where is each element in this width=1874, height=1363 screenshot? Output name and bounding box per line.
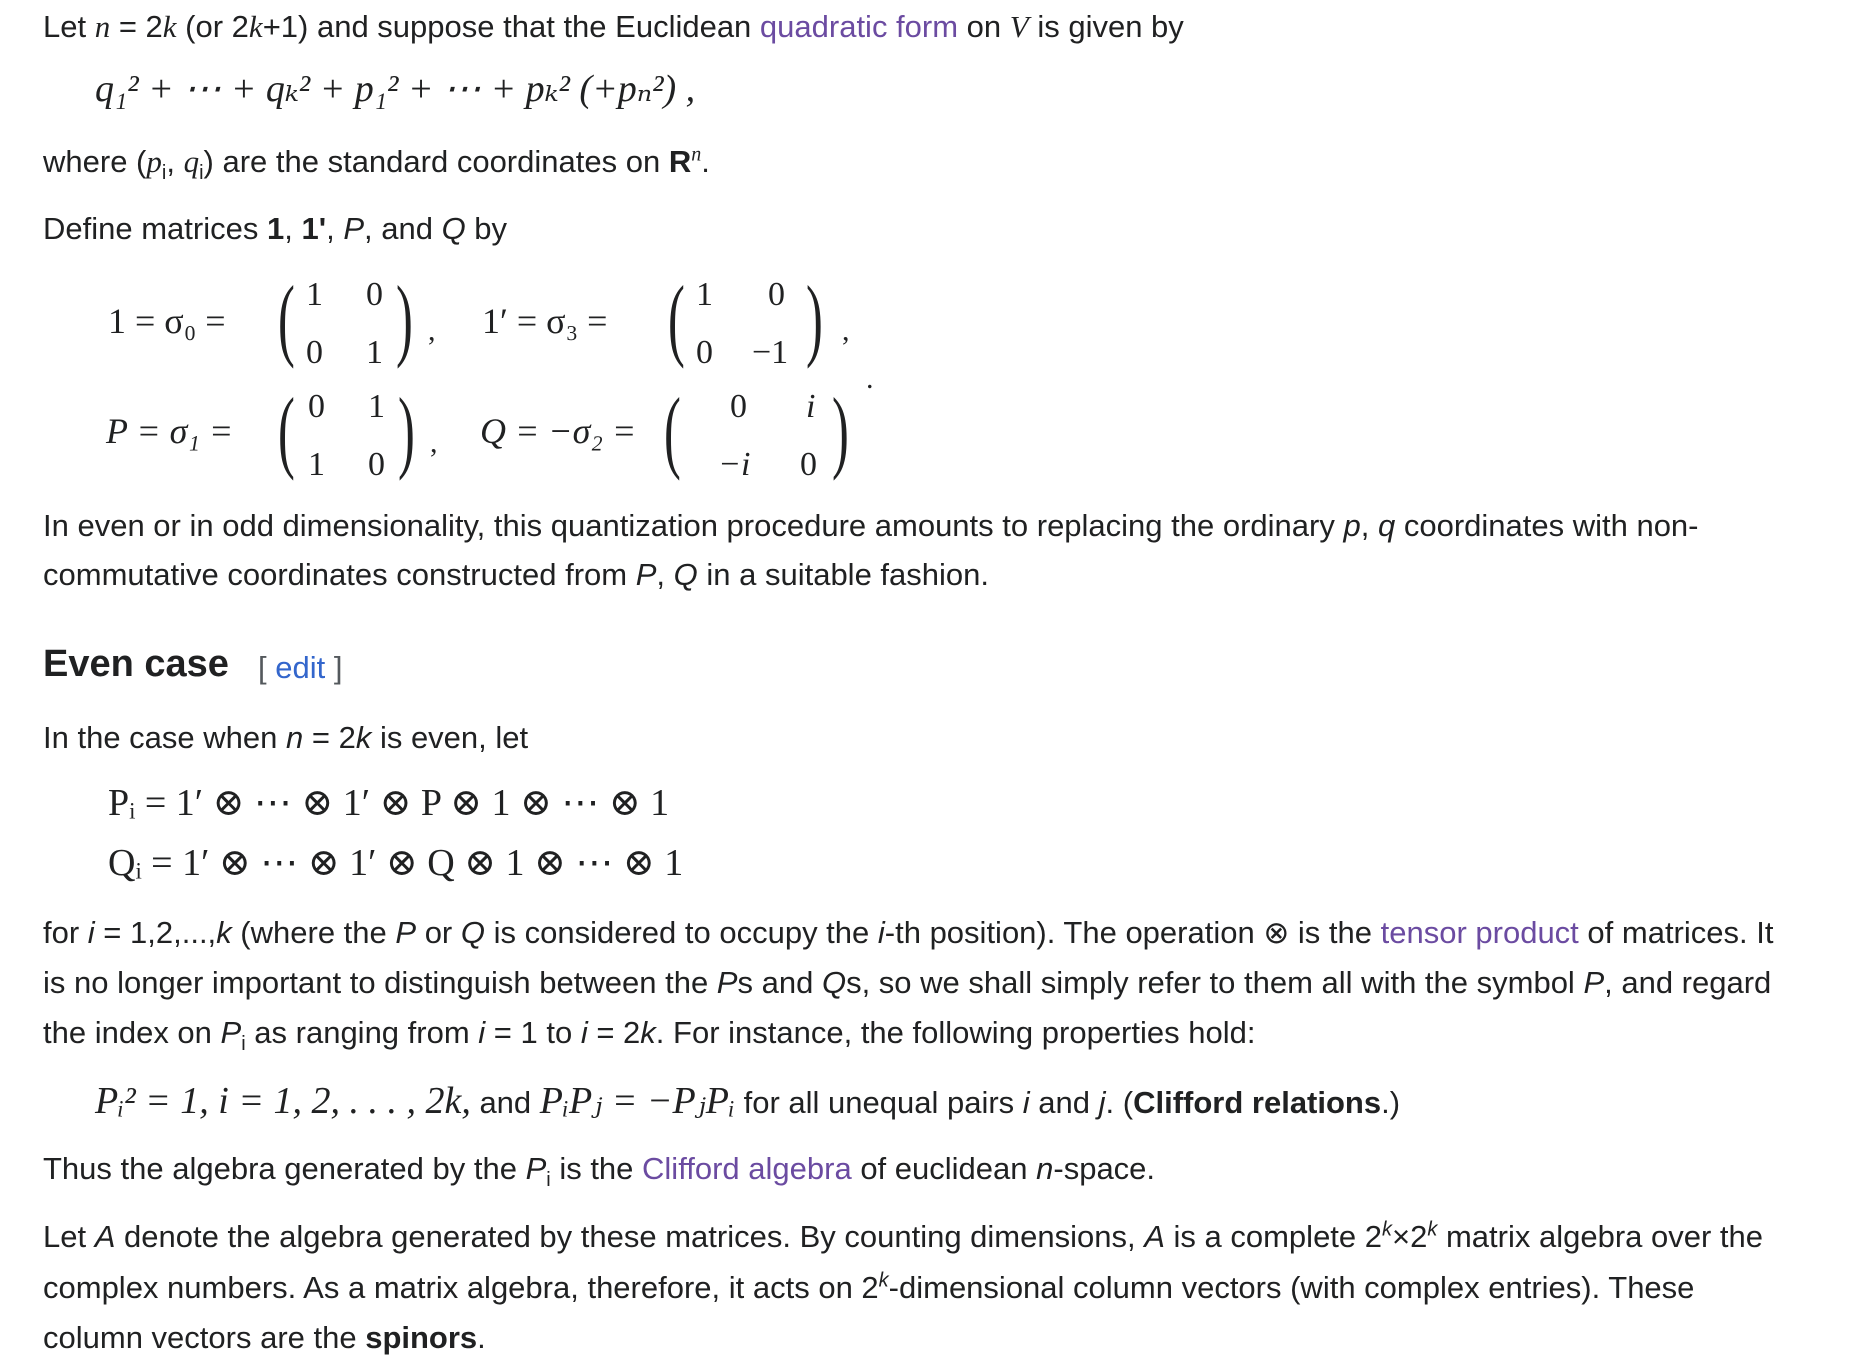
text: in a suitable fashion. — [697, 557, 989, 592]
var-k: k — [640, 1015, 656, 1050]
text: on — [958, 9, 1010, 44]
matrix-cell: i — [806, 388, 816, 425]
text: . — [477, 1320, 486, 1355]
text: = 1 to — [485, 1015, 581, 1050]
text: , and regard — [1604, 965, 1772, 1000]
text: , — [326, 211, 344, 246]
matrix-cell: 0 — [768, 276, 785, 313]
text: . For instance, the following properties hold: — [655, 1015, 1256, 1050]
var-k: k — [248, 9, 263, 44]
text: (where the — [231, 915, 396, 950]
var-P: P — [343, 211, 364, 246]
text: of euclidean — [851, 1151, 1037, 1186]
text: . ( — [1105, 1085, 1134, 1120]
comma: , — [430, 426, 438, 459]
edit-section: [ edit ] — [258, 650, 343, 685]
text: . — [701, 144, 710, 179]
spinors-paragraph-line2 — [43, 1263, 1694, 1313]
text: and — [470, 1085, 540, 1120]
text: = 2 — [587, 1015, 641, 1050]
tensor-paragraph-line3 — [43, 1008, 1255, 1058]
text: commutative coordinates constructed from — [43, 557, 636, 592]
text: complex numbers. As a matrix algebra, therefore, it acts on 2 — [43, 1270, 879, 1305]
text: s and — [737, 965, 822, 1000]
tensor-paragraph-line2 — [43, 958, 1771, 1008]
text: , and — [364, 211, 442, 246]
text: denote the algebra generated by these matrices. By counting dimensions, — [115, 1219, 1145, 1254]
real-numbers-symbol: R — [668, 144, 692, 179]
text: -th position). The operation ⊗ is the — [884, 915, 1381, 950]
spinors-term: spinors — [365, 1320, 478, 1355]
text: for — [43, 915, 88, 950]
matrix-cell: 1 — [306, 276, 323, 313]
var-P: P — [220, 1015, 242, 1050]
var-V: V — [1009, 9, 1029, 44]
text: , — [166, 144, 184, 179]
var-q: q — [1377, 508, 1396, 543]
matrix-cell: 0 — [368, 446, 385, 483]
spinors-paragraph-line3 — [43, 1313, 486, 1363]
superscript: k — [878, 1269, 889, 1292]
var-n: n — [286, 720, 304, 755]
matrix-cell: 0 — [730, 388, 747, 425]
quantization-paragraph-line1 — [43, 501, 1699, 551]
text: of matrices. It — [1578, 915, 1774, 950]
intro-paragraph — [43, 2, 1184, 52]
var-Q: Q — [441, 211, 466, 246]
quadratic-form-link[interactable]: quadratic form — [759, 9, 959, 44]
text: In the case when — [43, 720, 286, 755]
right-paren: ) — [832, 379, 849, 481]
identity-symbol: 1 — [266, 211, 285, 246]
text: (or 2 — [176, 9, 249, 44]
right-paren: ) — [806, 267, 823, 369]
equation-Q-i: Qᵢ = 1′ ⊗ ⋯ ⊗ 1′ ⊗ Q ⊗ 1 ⊗ ⋯ ⊗ 1 — [108, 842, 684, 884]
matrix-cell: 0 — [306, 334, 323, 371]
text: , — [1360, 508, 1378, 543]
var-i: i — [87, 915, 95, 950]
matrix-cell: 0 — [366, 276, 383, 313]
left-paren: ( — [278, 267, 295, 369]
var-A: A — [1144, 1219, 1165, 1254]
var-i: i — [1022, 1085, 1030, 1120]
text: where ( — [43, 144, 147, 179]
text: the index on — [43, 1015, 221, 1050]
var-P: P — [525, 1151, 547, 1186]
var-k: k — [216, 915, 232, 950]
text: is considered to occupy the — [485, 915, 878, 950]
subscript: i — [241, 1033, 246, 1056]
text: by — [465, 211, 508, 246]
text: is given by — [1028, 9, 1184, 44]
matrix-cell: 0 — [696, 334, 713, 371]
clifford-equation-1: Pᵢ² = 1, i = 1, 2, . . . , 2k, — [95, 1080, 471, 1122]
text: is the — [550, 1151, 643, 1186]
var-i: i — [580, 1015, 588, 1050]
text: Let — [43, 1219, 95, 1254]
edit-link[interactable]: edit — [275, 650, 326, 685]
var-p: p — [146, 144, 162, 179]
superscript: k — [1427, 1218, 1438, 1241]
matrix-cell: 1 — [696, 276, 713, 313]
text: coordinates with non- — [1395, 508, 1699, 543]
text: is a complete 2 — [1164, 1219, 1383, 1254]
superscript: k — [1382, 1218, 1393, 1241]
text: Let — [43, 9, 95, 44]
text: is no longer important to distinguish between the — [43, 965, 717, 1000]
identity-prime-symbol: 1' — [301, 211, 327, 246]
matrix-1-label: 1 = σ₀ = — [108, 301, 226, 341]
var-i: i — [877, 915, 885, 950]
section-heading: Even case — [43, 643, 229, 685]
right-paren: ) — [398, 379, 415, 481]
var-k: k — [355, 720, 372, 755]
text: -space. — [1053, 1151, 1156, 1186]
matrix-P-label: P = σ₁ = — [106, 411, 234, 451]
text: = 2 — [110, 9, 163, 44]
text: s, so we shall simply refer to them all with the symbol — [846, 965, 1584, 1000]
var-j: j — [1098, 1085, 1106, 1120]
text: Thus the algebra generated by the — [43, 1151, 526, 1186]
var-q: q — [183, 144, 200, 179]
text: .) — [1381, 1085, 1401, 1120]
text: , — [284, 211, 302, 246]
text: is even, let — [371, 720, 529, 755]
text: for all unequal pairs — [735, 1085, 1023, 1120]
matrix-cell: 1 — [308, 446, 325, 483]
text: In even or in odd dimensionality, this quantization procedure amounts to replacing the ordinary — [43, 508, 1344, 543]
subscript: i — [199, 162, 204, 185]
equation-P-i: Pᵢ = 1′ ⊗ ⋯ ⊗ 1′ ⊗ P ⊗ 1 ⊗ ⋯ ⊗ 1 — [108, 782, 670, 824]
text: column vectors are the — [43, 1320, 366, 1355]
quadratic-form-formula: q₁² + ⋯ + qₖ² + p₁² + ⋯ + pₖ² (+pₙ²) , — [95, 68, 696, 110]
text: = 2 — [303, 720, 356, 755]
text: ×2 — [1392, 1219, 1428, 1254]
matrix-1prime-label: 1′ = σ₃ = — [482, 301, 608, 341]
var-P: P — [716, 965, 738, 1000]
subscript: i — [546, 1169, 551, 1192]
tensor-product-link[interactable]: tensor product — [1380, 915, 1579, 950]
var-P: P — [1583, 965, 1605, 1000]
right-paren: ) — [396, 267, 413, 369]
text: Define matrices — [43, 211, 267, 246]
var-P: P — [395, 915, 417, 950]
quantization-paragraph-line2 — [43, 550, 989, 600]
spinors-paragraph-line1 — [43, 1212, 1763, 1262]
comma: , — [428, 314, 436, 347]
coordinates-paragraph — [43, 137, 710, 187]
var-P: P — [635, 557, 657, 592]
comma: , — [842, 314, 850, 347]
var-k: k — [162, 9, 177, 44]
clifford-relations-term: Clifford relations — [1133, 1085, 1382, 1120]
var-n: n — [1036, 1151, 1054, 1186]
clifford-algebra-paragraph — [43, 1144, 1155, 1194]
text: and — [1029, 1085, 1099, 1120]
text: matrix algebra over the — [1437, 1219, 1764, 1254]
left-paren: ( — [668, 267, 685, 369]
text: as ranging from — [245, 1015, 479, 1050]
clifford-algebra-link[interactable]: Clifford algebra — [642, 1151, 852, 1186]
matrix-cell: −i — [718, 446, 751, 483]
text: , — [656, 557, 674, 592]
matrix-cell: 1 — [368, 388, 385, 425]
text: -dimensional column vectors (with complex entries). These — [888, 1270, 1695, 1305]
matrix-Q-label: Q = −σ₂ = — [480, 411, 637, 451]
matrix-cell: 0 — [308, 388, 325, 425]
var-n: n — [94, 9, 111, 44]
matrix-cell: 1 — [366, 334, 383, 371]
matrix-cell: −1 — [752, 334, 789, 371]
even-case-paragraph — [43, 713, 528, 763]
text: +1) and suppose that the Euclidean — [262, 9, 760, 44]
text: or — [416, 915, 461, 950]
define-matrices-paragraph — [43, 204, 507, 254]
subscript: i — [161, 162, 167, 185]
tensor-paragraph-line1 — [43, 908, 1773, 958]
superscript: n — [691, 143, 702, 166]
var-i: i — [478, 1015, 486, 1050]
matrix-cell: 0 — [800, 446, 817, 483]
var-p: p — [1343, 508, 1361, 543]
clifford-relations-line — [95, 1076, 1400, 1128]
var-Q: Q — [673, 557, 698, 592]
period: . — [866, 362, 874, 395]
left-paren: ( — [278, 379, 295, 481]
clifford-equation-2: PᵢPⱼ = −PⱼPᵢ — [539, 1080, 736, 1122]
text: ) are the standard coordinates on — [203, 144, 669, 179]
var-Q: Q — [460, 915, 485, 950]
text: = 1,2,..., — [94, 915, 217, 950]
var-Q: Q — [821, 965, 847, 1000]
var-A: A — [94, 1219, 116, 1254]
left-paren: ( — [664, 379, 681, 481]
